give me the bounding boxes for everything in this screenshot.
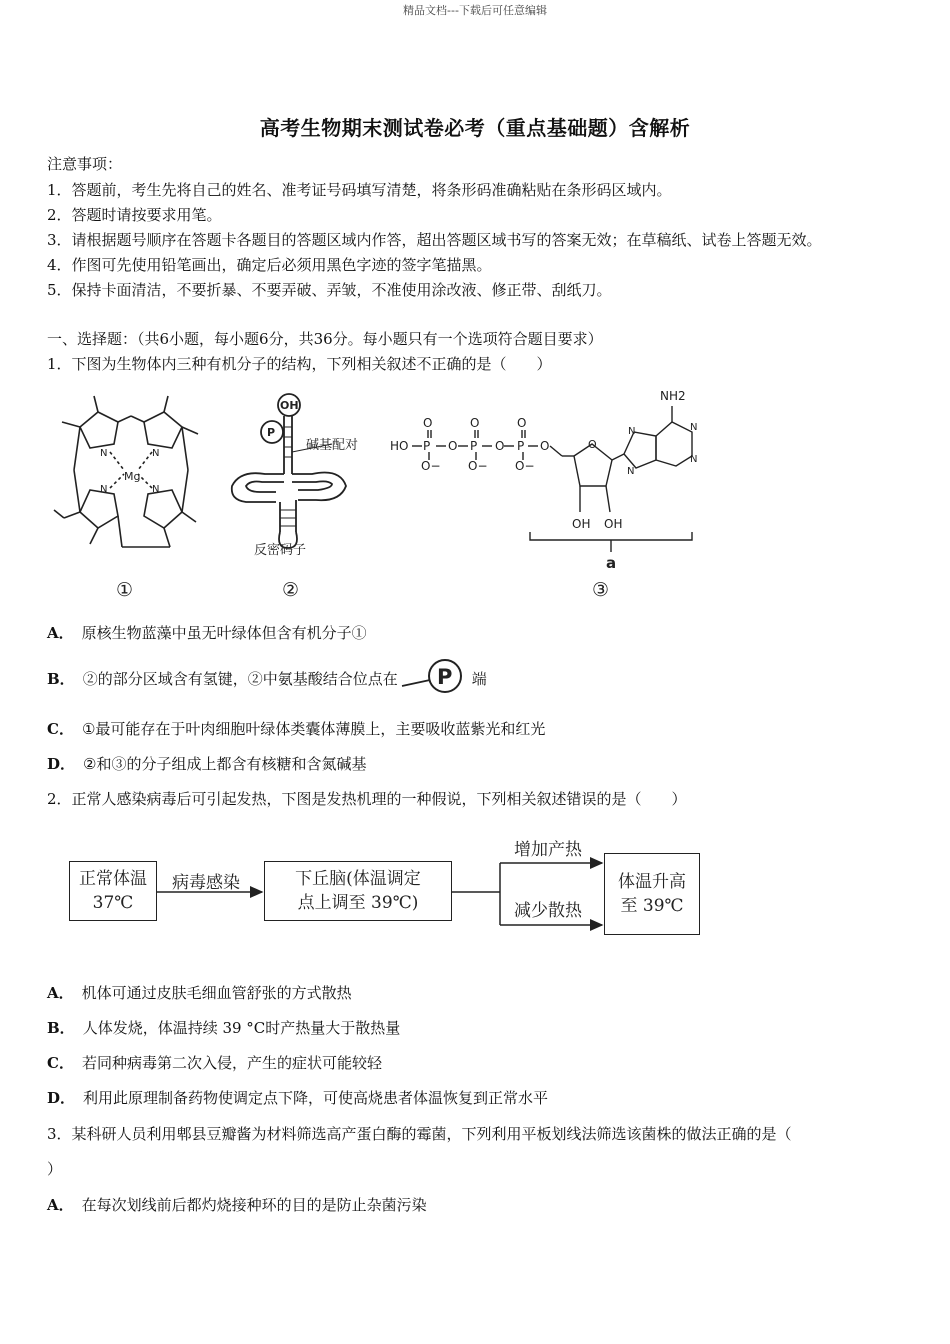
ribose-oh-left: OH bbox=[572, 517, 591, 531]
figure-number: ② bbox=[282, 579, 300, 601]
anticodon-label: 反密码子 bbox=[254, 543, 307, 558]
oh-label: OH bbox=[280, 399, 299, 412]
o-minus-label: O− bbox=[421, 459, 441, 473]
option-suffix: 端 bbox=[471, 669, 487, 688]
svg-text:N: N bbox=[690, 422, 698, 433]
option-label: C． bbox=[47, 1054, 74, 1072]
q1-option-d bbox=[47, 753, 366, 774]
svg-text:N: N bbox=[628, 426, 636, 437]
question-2-stem: 2．正常人感染病毒后可引起发热，下图是发热机理的一种假说，下列相关叙述错误的是（ ） bbox=[47, 790, 687, 808]
q1-option-c bbox=[47, 718, 545, 739]
q3-option-a bbox=[47, 1194, 427, 1215]
atp-bonds bbox=[412, 406, 692, 552]
n-label: N bbox=[100, 484, 108, 495]
option-text: ②和③的分子组成上都含有核糖和含氮碱基 bbox=[83, 755, 367, 773]
svg-text:N: N bbox=[690, 454, 698, 465]
branch-label: 减少散热 bbox=[514, 901, 582, 921]
section-heading: 一、选择题：（共6小题，每小题6分，共36分。每小题只有一个选项符合题目要求） bbox=[47, 330, 603, 348]
a-label: a bbox=[606, 554, 617, 572]
arrow-label: 病毒感染 bbox=[172, 873, 240, 893]
box-text: 点上调至 39℃) bbox=[297, 893, 419, 913]
option-text: 原核生物蓝藻中虽无叶绿体但含有机分子① bbox=[81, 624, 367, 642]
n-label: N bbox=[100, 448, 108, 459]
p-end-symbol-icon bbox=[400, 658, 470, 698]
option-text: 在每次划线前后都灼烧接种环的目的是防止杂菌污染 bbox=[81, 1196, 427, 1214]
oxygen-label: O bbox=[517, 416, 527, 430]
ho-label: HO bbox=[390, 439, 409, 453]
ribose-oh-right: OH bbox=[604, 517, 623, 531]
option-text: ②的部分区域含有氢键，②中氨基酸结合位点在 bbox=[82, 669, 398, 688]
question-3-stem-cont: ） bbox=[47, 1160, 63, 1178]
option-label: D． bbox=[47, 1089, 76, 1107]
option-text: 机体可通过皮肤毛细血管舒张的方式散热 bbox=[81, 984, 352, 1002]
box-text: 正常体温 bbox=[79, 869, 147, 889]
q1-option-a bbox=[47, 622, 367, 643]
oxygen-label: O bbox=[423, 416, 433, 430]
oxygen-label: O bbox=[495, 439, 505, 453]
option-label: D． bbox=[47, 755, 76, 773]
temp-rise-box bbox=[604, 853, 700, 935]
svg-text:P: P bbox=[436, 665, 453, 689]
notice-item: 1．答题前，考生先将自己的姓名、准考证号码填写清楚，将条形码准确粘贴在条形码区域内。 bbox=[47, 181, 672, 199]
notice-item: 5．保持卡面清洁，不要折暴、不要弄破、弄皱，不准使用涂改液、修正带、刮纸刀。 bbox=[47, 281, 612, 299]
notice-item: 3．请根据题号顺序在答题卡各题目的答题区域内作答，超出答题区域书写的答案无效；在草稿纸、试卷上答题无效。 bbox=[47, 231, 822, 249]
option-text: 若同种病毒第二次入侵，产生的症状可能较轻 bbox=[81, 1054, 382, 1072]
oxygen-label: O bbox=[448, 439, 458, 453]
option-label: C． bbox=[47, 720, 74, 738]
mg-label: Mg bbox=[124, 470, 141, 483]
q2-option-b bbox=[47, 1017, 400, 1038]
notice-item: 4．作图可先使用铅笔画出，确定后必须用黑色字迹的签字笔描黑。 bbox=[47, 256, 492, 274]
svg-text:P: P bbox=[423, 439, 431, 453]
trna-structure bbox=[232, 394, 346, 548]
svg-text:P: P bbox=[470, 439, 478, 453]
p-label: P bbox=[267, 426, 276, 439]
option-label: B． bbox=[47, 1019, 75, 1037]
option-label: A． bbox=[47, 1196, 74, 1214]
figure-number: ③ bbox=[592, 579, 610, 601]
notice-heading: 注意事项： bbox=[47, 155, 123, 173]
nh2-label: NH2 bbox=[660, 389, 686, 403]
option-text: 利用此原理制备药物使调定点下降，可使高烧患者体温恢复到正常水平 bbox=[83, 1089, 549, 1107]
option-text: ①最可能存在于叶肉细胞叶绿体类囊体薄膜上，主要吸收蓝紫光和红光 bbox=[81, 720, 546, 738]
figure-number: ① bbox=[116, 579, 134, 601]
option-label: B． bbox=[47, 669, 75, 688]
header-note: 精品文档---下载后可任意编辑 bbox=[403, 4, 547, 17]
box-text: 体温升高 bbox=[618, 872, 686, 892]
option-label: A． bbox=[47, 624, 74, 642]
o-minus-label: O− bbox=[468, 459, 488, 473]
oxygen-label: O bbox=[540, 439, 550, 453]
q2-option-c bbox=[47, 1052, 382, 1073]
box-text: 37℃ bbox=[92, 893, 134, 913]
atp-structure bbox=[390, 389, 686, 531]
q1-figure bbox=[40, 382, 710, 607]
svg-text:N: N bbox=[627, 466, 635, 477]
svg-text:O: O bbox=[588, 438, 597, 451]
option-text: 人体发烧，体温持续 39 °C时产热量大于散热量 bbox=[82, 1019, 401, 1037]
n-label: N bbox=[152, 484, 160, 495]
hypothalamus-box bbox=[264, 861, 452, 921]
q2-option-a bbox=[47, 982, 352, 1003]
n-label: N bbox=[152, 448, 160, 459]
oxygen-label: O bbox=[470, 416, 480, 430]
box-text: 下丘脑(体温调定 bbox=[295, 869, 421, 889]
svg-text:P: P bbox=[517, 439, 525, 453]
normal-temp-box bbox=[69, 861, 157, 921]
notice-item: 2．答题时请按要求用笔。 bbox=[47, 206, 222, 224]
question-1-stem: 1．下图为生物体内三种有机分子的结构，下列相关叙述不正确的是（ ） bbox=[47, 355, 552, 373]
box-text: 至 39℃ bbox=[620, 896, 684, 916]
o-minus-label: O− bbox=[515, 459, 535, 473]
q2-option-d bbox=[47, 1087, 548, 1108]
q1-option-b bbox=[47, 658, 487, 698]
branch-label: 增加产热 bbox=[514, 840, 582, 860]
page-title: 高考生物期末测试卷必考（重点基础题）含解析 bbox=[259, 116, 691, 140]
question-3-stem: 3．某科研人员利用郫县豆瓣酱为材料筛选高产蛋白酶的霉菌，下列利用平板划线法筛选该菌株的做法正确的是（ bbox=[47, 1125, 792, 1143]
base-pair-label: 碱基配对 bbox=[306, 438, 359, 453]
option-label: A． bbox=[47, 984, 74, 1002]
